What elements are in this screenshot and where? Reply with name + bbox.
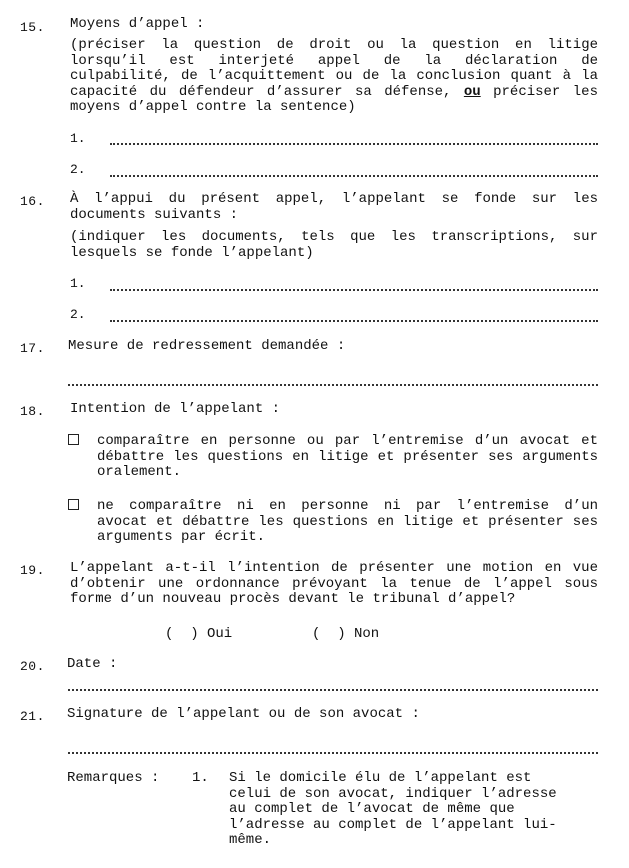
section-15-or: ou (463, 83, 481, 100)
option-1-checkbox[interactable] (68, 434, 79, 445)
section-16-instructions: (indiquer les documents, tels que les transcriptions, sur lesquels se fonde l’appelant) (70, 229, 598, 261)
signature-line[interactable] (68, 752, 598, 754)
section-16-line-2[interactable] (110, 320, 598, 322)
section-15-number: 15. (20, 20, 45, 35)
section-21-number: 21. (20, 709, 45, 724)
section-19-question: L’appelant a-t-il l’intention de présenter une motion en vue d’obtenir une ordonnance prévoyant la tenue de l’appel sous forme d’un nouveau procès devant le tribunal d’appel? (70, 560, 598, 607)
section-17-title: Mesure de redressement demandée : (68, 338, 346, 354)
section-20-title: Date : (67, 656, 118, 672)
section-16-line-1-label: 1. (70, 276, 86, 291)
remark-1-number: 1. (192, 770, 209, 786)
section-15-line-1-label: 1. (70, 131, 86, 146)
option-1-text: comparaître en personne ou par l’entremise d’un avocat et débattre les questions en litige et présenter ses arguments oralement. (97, 433, 598, 480)
option-2-text: ne comparaître ni en personne ni par l’entremise d’un avocat et débattre les questions en litige et présenter ses arguments par écrit. (97, 498, 598, 545)
section-20-number: 20. (20, 659, 45, 674)
section-15-line-2-label: 2. (70, 162, 86, 177)
section-15-line-2[interactable] (110, 175, 598, 177)
section-16-line-2-label: 2. (70, 307, 86, 322)
section-16-number: 16. (20, 194, 45, 209)
section-21-title: Signature de l’appelant ou de son avocat : (67, 706, 420, 722)
section-16-line-1[interactable] (110, 289, 598, 291)
date-line[interactable] (68, 689, 598, 691)
remark-1-text: Si le domicile élu de l’appelant est celui de son avocat, indiquer l’adresse au complet de l’avocat de même que l’adresse au complet de l’appelant lui-même. (229, 770, 557, 848)
remarks-label: Remarques : (67, 770, 160, 786)
section-15-instr-b: préciser les moyens d’appel contre la sentence) (70, 83, 598, 115)
section-18-title: Intention de l’appelant : (70, 401, 281, 417)
section-19-number: 19. (20, 563, 45, 578)
section-17-number: 17. (20, 341, 45, 356)
section-18-number: 18. (20, 404, 45, 419)
section-15-instructions (70, 38, 598, 116)
section-16-title: À l’appui du présent appel, l’appelant se fonde sur les documents suivants : (70, 191, 598, 223)
section-15-instr-a: (préciser la question de droit ou la question en litige lorsqu’il est interjeté appel de la déclaration de culpabilité, de l’acquittement ou de la conclusion quant à la capacité du défendeur d’assurer sa défense, (70, 37, 598, 100)
oui-choice[interactable]: ( ) Oui (165, 626, 233, 642)
section-15-line-1[interactable] (110, 143, 598, 145)
option-2-checkbox[interactable] (68, 499, 79, 510)
section-15-title: Moyens d’appel : (70, 16, 205, 32)
non-choice[interactable]: ( ) Non (312, 626, 380, 642)
section-17-line[interactable] (68, 384, 598, 386)
